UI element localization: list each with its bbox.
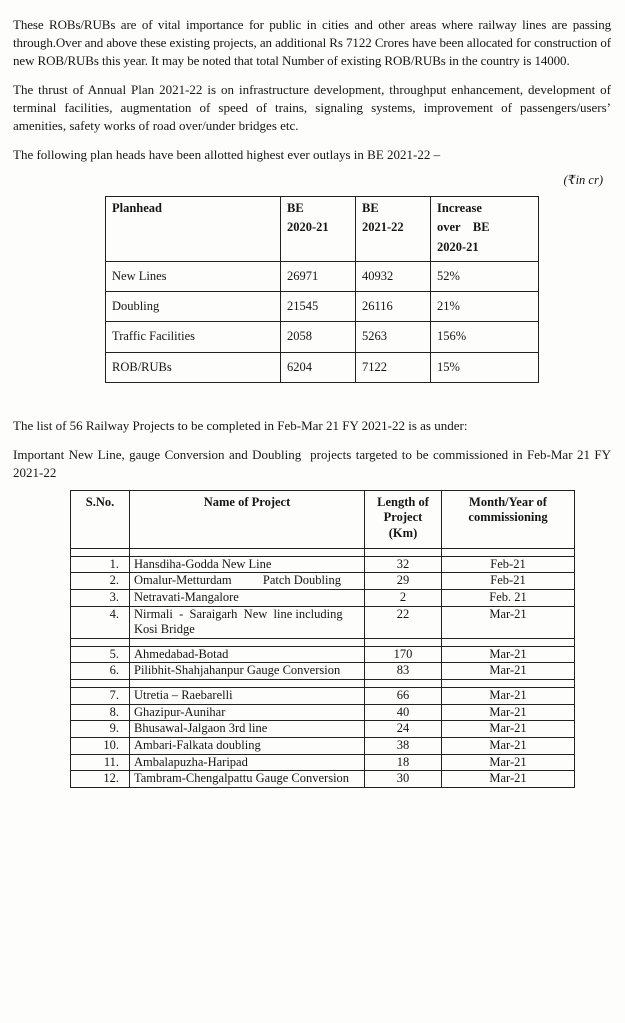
outlay-row xyxy=(106,322,539,352)
cell-be-2020-21: 21545 xyxy=(281,292,356,322)
cell-be-2021-22: 26116 xyxy=(356,292,431,322)
header-increase xyxy=(431,196,539,261)
table-spacer-row xyxy=(71,548,575,556)
cell-project-name: Omalur-Metturdam Patch Doubling xyxy=(130,573,365,590)
cell-length: 38 xyxy=(365,737,442,754)
cell-sno: 4. xyxy=(71,606,130,638)
cell-month: Feb-21 xyxy=(442,573,575,590)
project-row xyxy=(71,573,575,590)
cell-be-2021-22: 7122 xyxy=(356,352,431,382)
project-row xyxy=(71,556,575,573)
cell-length: 30 xyxy=(365,771,442,788)
cell-increase: 156% xyxy=(431,322,539,352)
cell-planhead: Doubling xyxy=(106,292,281,322)
cell-month: Mar-21 xyxy=(442,737,575,754)
header-length xyxy=(365,490,442,548)
cell-planhead: Traffic Facilities xyxy=(106,322,281,352)
cell-month: Mar-21 xyxy=(442,721,575,738)
cell-be-2021-22: 40932 xyxy=(356,261,431,291)
header-length-line1: Length of xyxy=(377,494,429,509)
unit-label: (₹in cr) xyxy=(563,172,603,187)
cell-increase: 15% xyxy=(431,352,539,382)
cell-sno: 10. xyxy=(71,737,130,754)
cell-month: Mar-21 xyxy=(442,606,575,638)
paragraph-rob-rub: These ROBs/RUBs are of vital importance for public in cities and other areas where railway lines are passing through.Over and above these existing projects, an additional Rs 7122 Crores have been allocated for construction of new ROB/RUBs this year. It may be noted that total Number of existing ROB/RUBs in the country is 14000. xyxy=(13,17,611,68)
cell-length: 66 xyxy=(365,688,442,705)
cell-sno: 1. xyxy=(71,556,130,573)
cell-project-name: Ghazipur-Aunihar xyxy=(130,704,365,721)
header-be-2020-21-line1: BE xyxy=(287,200,304,215)
table-spacer-row xyxy=(71,638,575,646)
header-planhead: Planhead xyxy=(106,196,281,261)
header-month-line2: commissioning xyxy=(468,510,548,525)
project-row xyxy=(71,606,575,638)
header-increase-line1: Increase xyxy=(437,200,482,215)
cell-month: Feb-21 xyxy=(442,556,575,573)
cell-increase: 52% xyxy=(431,261,539,291)
cell-month: Feb. 21 xyxy=(442,589,575,606)
spacer-cell xyxy=(365,638,442,646)
spacer-cell xyxy=(365,680,442,688)
cell-be-2021-22: 5263 xyxy=(356,322,431,352)
cell-project-name: Pilibhit-Shahjahanpur Gauge Conversion xyxy=(130,663,365,680)
cell-sno: 8. xyxy=(71,704,130,721)
cell-project-name: Nirmali - Saraigarh New line including Kosi Bridge xyxy=(130,606,365,638)
project-row xyxy=(71,704,575,721)
header-length-line2: Project xyxy=(383,510,423,525)
project-row xyxy=(71,771,575,788)
cell-project-name: Ahmedabad-Botad xyxy=(130,646,365,663)
paragraph-important-projects: Important New Line, gauge Conversion and Doubling projects targeted to be commissioned in Feb-Mar 21 FY 2021-22 xyxy=(13,446,615,480)
header-length-line3: (Km) xyxy=(388,525,418,540)
cell-month: Mar-21 xyxy=(442,688,575,705)
header-be-2020-21-line2: 2020-21 xyxy=(287,220,329,235)
header-project-name: Name of Project xyxy=(130,490,365,548)
cell-length: 22 xyxy=(365,606,442,638)
spacer-cell xyxy=(130,680,365,688)
outlay-row xyxy=(106,261,539,291)
header-increase-line2: over BE xyxy=(437,220,490,235)
header-increase-line3: 2020-21 xyxy=(437,239,479,254)
cell-sno: 9. xyxy=(71,721,130,738)
spacer-cell xyxy=(365,548,442,556)
cell-month: Mar-21 xyxy=(442,754,575,771)
cell-month: Mar-21 xyxy=(442,771,575,788)
project-row xyxy=(71,688,575,705)
cell-sno: 5. xyxy=(71,646,130,663)
cell-length: 170 xyxy=(365,646,442,663)
spacer-cell xyxy=(71,680,130,688)
cell-be-2020-21: 2058 xyxy=(281,322,356,352)
cell-length: 2 xyxy=(365,589,442,606)
header-be-2021-22 xyxy=(356,196,431,261)
cell-length: 29 xyxy=(365,573,442,590)
paragraph-annual-plan: The thrust of Annual Plan 2021-22 is on infrastructure development, throughput enhancement, development of terminal facilities, augmentation of speed of trains, signaling systems, improvement of passengers/users’ amenities, safety works of road over/under bridges etc. xyxy=(13,81,611,133)
header-sno: S.No. xyxy=(71,490,130,548)
cell-planhead: New Lines xyxy=(106,261,281,291)
cell-be-2020-21: 6204 xyxy=(281,352,356,382)
outlay-table-header xyxy=(106,196,539,261)
cell-project-name: Hansdiha-Godda New Line xyxy=(130,556,365,573)
project-row xyxy=(71,663,575,680)
spacer-cell xyxy=(130,638,365,646)
project-row xyxy=(71,646,575,663)
spacer-cell xyxy=(442,638,575,646)
table-spacer-row xyxy=(71,680,575,688)
cell-increase: 21% xyxy=(431,292,539,322)
cell-sno: 6. xyxy=(71,663,130,680)
cell-project-name: Tambram-Chengalpattu Gauge Conversion xyxy=(130,771,365,788)
cell-month: Mar-21 xyxy=(442,663,575,680)
cell-project-name: Bhusawal-Jalgaon 3rd line xyxy=(130,721,365,738)
project-row xyxy=(71,737,575,754)
project-row xyxy=(71,754,575,771)
outlay-row xyxy=(106,352,539,382)
spacer-cell xyxy=(442,680,575,688)
cell-sno: 2. xyxy=(71,573,130,590)
header-be-2020-21 xyxy=(281,196,356,261)
header-month-year xyxy=(442,490,575,548)
cell-be-2020-21: 26971 xyxy=(281,261,356,291)
cell-sno: 11. xyxy=(71,754,130,771)
cell-planhead: ROB/RUBs xyxy=(106,352,281,382)
cell-sno: 12. xyxy=(71,771,130,788)
projects-table xyxy=(70,490,575,788)
cell-month: Mar-21 xyxy=(442,646,575,663)
outlay-table xyxy=(105,196,539,383)
spacer-cell xyxy=(442,548,575,556)
projects-table-header xyxy=(71,490,575,548)
cell-project-name: Ambari-Falkata doubling xyxy=(130,737,365,754)
cell-month: Mar-21 xyxy=(442,704,575,721)
header-month-line1: Month/Year of xyxy=(469,494,547,509)
cell-length: 32 xyxy=(365,556,442,573)
spacer-cell xyxy=(71,638,130,646)
cell-sno: 3. xyxy=(71,589,130,606)
spacer-cell xyxy=(130,548,365,556)
paragraph-plan-heads: The following plan heads have been allotted highest ever outlays in BE 2021-22 – xyxy=(13,146,441,162)
project-row xyxy=(71,589,575,606)
header-be-2021-22-line1: BE xyxy=(362,200,379,215)
cell-sno: 7. xyxy=(71,688,130,705)
project-row xyxy=(71,721,575,738)
cell-project-name: Utretia – Raebarelli xyxy=(130,688,365,705)
cell-project-name: Netravati-Mangalore xyxy=(130,589,365,606)
outlay-row xyxy=(106,292,539,322)
header-be-2021-22-line2: 2021-22 xyxy=(362,220,404,235)
cell-length: 24 xyxy=(365,721,442,738)
spacer-cell xyxy=(71,548,130,556)
cell-project-name: Ambalapuzha-Haripad xyxy=(130,754,365,771)
cell-length: 83 xyxy=(365,663,442,680)
cell-length: 40 xyxy=(365,704,442,721)
cell-length: 18 xyxy=(365,754,442,771)
paragraph-projects-list: The list of 56 Railway Projects to be completed in Feb-Mar 21 FY 2021-22 is as under: xyxy=(13,417,468,433)
